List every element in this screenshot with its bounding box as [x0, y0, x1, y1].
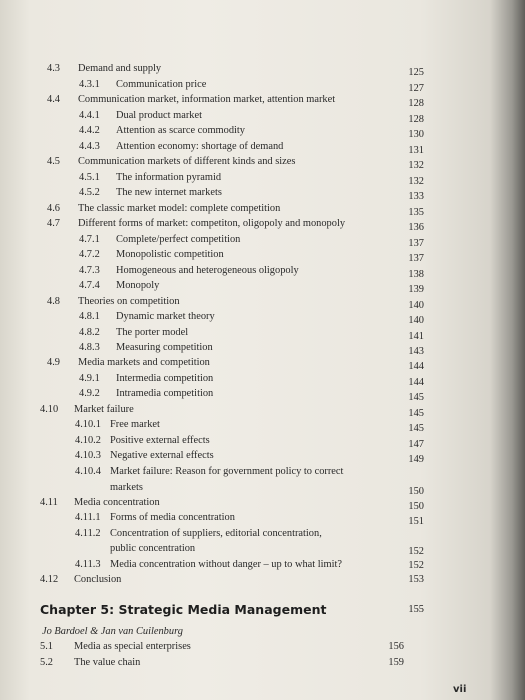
toc-entry [0, 217, 525, 231]
toc-entry [0, 202, 525, 216]
toc-entry [0, 656, 525, 670]
toc-page: 144 [408, 361, 424, 372]
toc-number: 4.11.2 [75, 528, 101, 539]
toc-number: 4.3.1 [79, 79, 100, 90]
toc-number: 4.5 [47, 156, 60, 167]
toc-page: 132 [408, 176, 424, 187]
toc-page: 153 [408, 574, 424, 585]
toc-number: 4.8.2 [79, 327, 100, 338]
toc-entry [0, 403, 525, 417]
toc-title: Communication market, information market, attention market [78, 94, 336, 105]
toc-title: Monopolistic competition [116, 249, 224, 260]
toc-page: 125 [408, 67, 424, 78]
toc-page: 138 [408, 269, 424, 280]
toc-number: 4.9.1 [79, 373, 100, 384]
toc-page: 140 [408, 315, 424, 326]
toc-page: 152 [408, 560, 424, 571]
toc-title: Media markets and competition [78, 357, 210, 368]
toc-title: Communication price [116, 79, 207, 90]
toc-entry [0, 295, 525, 309]
toc-number: 4.6 [47, 203, 60, 214]
toc-number: 4.10.2 [75, 435, 101, 446]
toc-page: 156 [388, 641, 404, 652]
toc-page: 139 [408, 284, 424, 295]
toc-entry [0, 372, 525, 386]
toc-entry [0, 511, 525, 525]
toc-entry [0, 341, 525, 355]
toc-page: 152 [408, 546, 424, 557]
chapter-authors: Jo Bardoel & Jan van Cuilenburg [42, 626, 183, 637]
page-number: vii [453, 684, 467, 695]
toc-page: 128 [408, 98, 424, 109]
toc-entry [0, 248, 525, 262]
toc-title: The porter model [116, 327, 189, 338]
toc-entry [0, 387, 525, 401]
toc-number: 4.8.3 [79, 342, 100, 353]
toc-entry [0, 62, 525, 76]
toc-number: 4.3 [47, 63, 60, 74]
toc-page: 131 [408, 145, 424, 156]
toc-number: 4.8 [47, 296, 60, 307]
toc-title: Dual product market [116, 110, 202, 121]
toc-number: 5.2 [40, 657, 53, 668]
toc-page: 151 [408, 516, 424, 527]
toc-title: Measuring competition [116, 342, 213, 353]
toc-entry [0, 640, 525, 654]
toc-title: Conclusion [74, 574, 122, 585]
toc-title: Monopoly [116, 280, 160, 291]
toc-number: 4.9.2 [79, 388, 100, 399]
toc-title: Complete/perfect competition [116, 234, 241, 245]
toc-entry-continuation [0, 481, 525, 495]
toc-entry [0, 527, 525, 541]
toc-page: 132 [408, 160, 424, 171]
toc-page: 137 [408, 238, 424, 249]
toc-number: 4.4.1 [79, 110, 100, 121]
toc-number: 4.5.2 [79, 187, 100, 198]
toc-number: 4.4.3 [79, 141, 100, 152]
toc-number: 4.10 [40, 404, 59, 415]
toc-page: 145 [408, 423, 424, 434]
toc-page: 133 [408, 191, 424, 202]
chapter-heading [40, 601, 510, 619]
toc-title: Attention economy: shortage of demand [116, 141, 284, 152]
toc-title: Concentration of suppliers, editorial concentration, [110, 528, 322, 539]
toc-entry [0, 140, 525, 154]
toc-number: 4.7 [47, 218, 60, 229]
toc-entry [0, 418, 525, 432]
toc-entry [0, 434, 525, 448]
toc-number: 4.11.1 [75, 512, 101, 523]
toc-title: Market failure [74, 404, 134, 415]
chapter-page: 155 [408, 604, 424, 615]
toc-title: Positive external effects [110, 435, 210, 446]
toc-page: 127 [408, 83, 424, 94]
toc-page: 159 [388, 657, 404, 668]
toc-title: Theories on competition [78, 296, 180, 307]
toc-title: Communication markets of different kinds and sizes [78, 156, 296, 167]
toc-title: Media concentration [74, 497, 160, 508]
toc-title: The classic market model: complete competition [78, 203, 281, 214]
toc-title: Attention as scarce commodity [116, 125, 245, 136]
toc-entry [0, 573, 525, 587]
toc-title: Market failure: Reason for government policy to correct [110, 466, 344, 477]
toc-number: 4.7.2 [79, 249, 100, 260]
toc-entry-continuation [0, 542, 525, 556]
toc-entry [0, 558, 525, 572]
toc-entry [0, 186, 525, 200]
toc-entry [0, 93, 525, 107]
toc-title: Media as special enterprises [74, 641, 191, 652]
toc-entry [0, 264, 525, 278]
toc-title: markets [110, 482, 143, 493]
toc-page: 145 [408, 408, 424, 419]
toc-number: 4.11 [40, 497, 58, 508]
toc-title: Forms of media concentration [110, 512, 235, 523]
toc-entry [0, 496, 525, 510]
toc-page: 149 [408, 454, 424, 465]
toc-title: public concentration [110, 543, 196, 554]
toc-page: 147 [408, 439, 424, 450]
toc-title: Intramedia competition [116, 388, 214, 399]
toc-number: 4.5.1 [79, 172, 100, 183]
toc-entry [0, 326, 525, 340]
toc-title: Dynamic market theory [116, 311, 215, 322]
toc-number: 4.8.1 [79, 311, 100, 322]
toc-number: 4.12 [40, 574, 59, 585]
toc-entry [0, 171, 525, 185]
toc-entry [0, 109, 525, 123]
toc-number: 4.7.3 [79, 265, 100, 276]
toc-number: 4.11.3 [75, 559, 101, 570]
toc-page: 140 [408, 300, 424, 311]
toc-page: 143 [408, 346, 424, 357]
toc-entry [0, 465, 525, 479]
toc-page: 135 [408, 207, 424, 218]
toc-number: 4.10.3 [75, 450, 101, 461]
toc-entry [0, 449, 525, 463]
toc-title: Free market [110, 419, 160, 430]
toc-number: 4.4.2 [79, 125, 100, 136]
toc-number: 4.7.4 [79, 280, 100, 291]
toc-entry [0, 310, 525, 324]
toc-title: Demand and supply [78, 63, 162, 74]
toc-number: 4.9 [47, 357, 60, 368]
toc-page: 150 [408, 501, 424, 512]
toc-number: 4.4 [47, 94, 60, 105]
toc-title: The information pyramid [116, 172, 222, 183]
toc-title: Different forms of market: competiton, oligopoly and monopoly [78, 218, 346, 229]
toc-title: Media concentration without danger – up to what limit? [110, 559, 342, 570]
toc-title: Intermedia competition [116, 373, 214, 384]
toc-title: Homogeneous and heterogeneous oligopoly [116, 265, 299, 276]
toc-entry [0, 279, 525, 293]
toc-page: 128 [408, 114, 424, 125]
toc-title: The value chain [74, 657, 141, 668]
toc-page: 136 [408, 222, 424, 233]
toc-page: 141 [408, 331, 424, 342]
toc-number: 4.10.1 [75, 419, 101, 430]
toc-title: Negative external effects [110, 450, 214, 461]
toc-entry [0, 155, 525, 169]
toc-page: 137 [408, 253, 424, 264]
toc-entry [0, 124, 525, 138]
toc-number: 4.10.4 [75, 466, 101, 477]
toc-page: 150 [408, 486, 424, 497]
toc-page: 144 [408, 377, 424, 388]
toc-entry [0, 233, 525, 247]
toc-entry [0, 78, 525, 92]
toc-entry [0, 356, 525, 370]
chapter-title: Chapter 5: Strategic Media Management [40, 602, 327, 617]
toc-number: 5.1 [40, 641, 53, 652]
toc-page: 130 [408, 129, 424, 140]
toc-page: 145 [408, 392, 424, 403]
toc-title: The new internet markets [116, 187, 222, 198]
toc-number: 4.7.1 [79, 234, 100, 245]
